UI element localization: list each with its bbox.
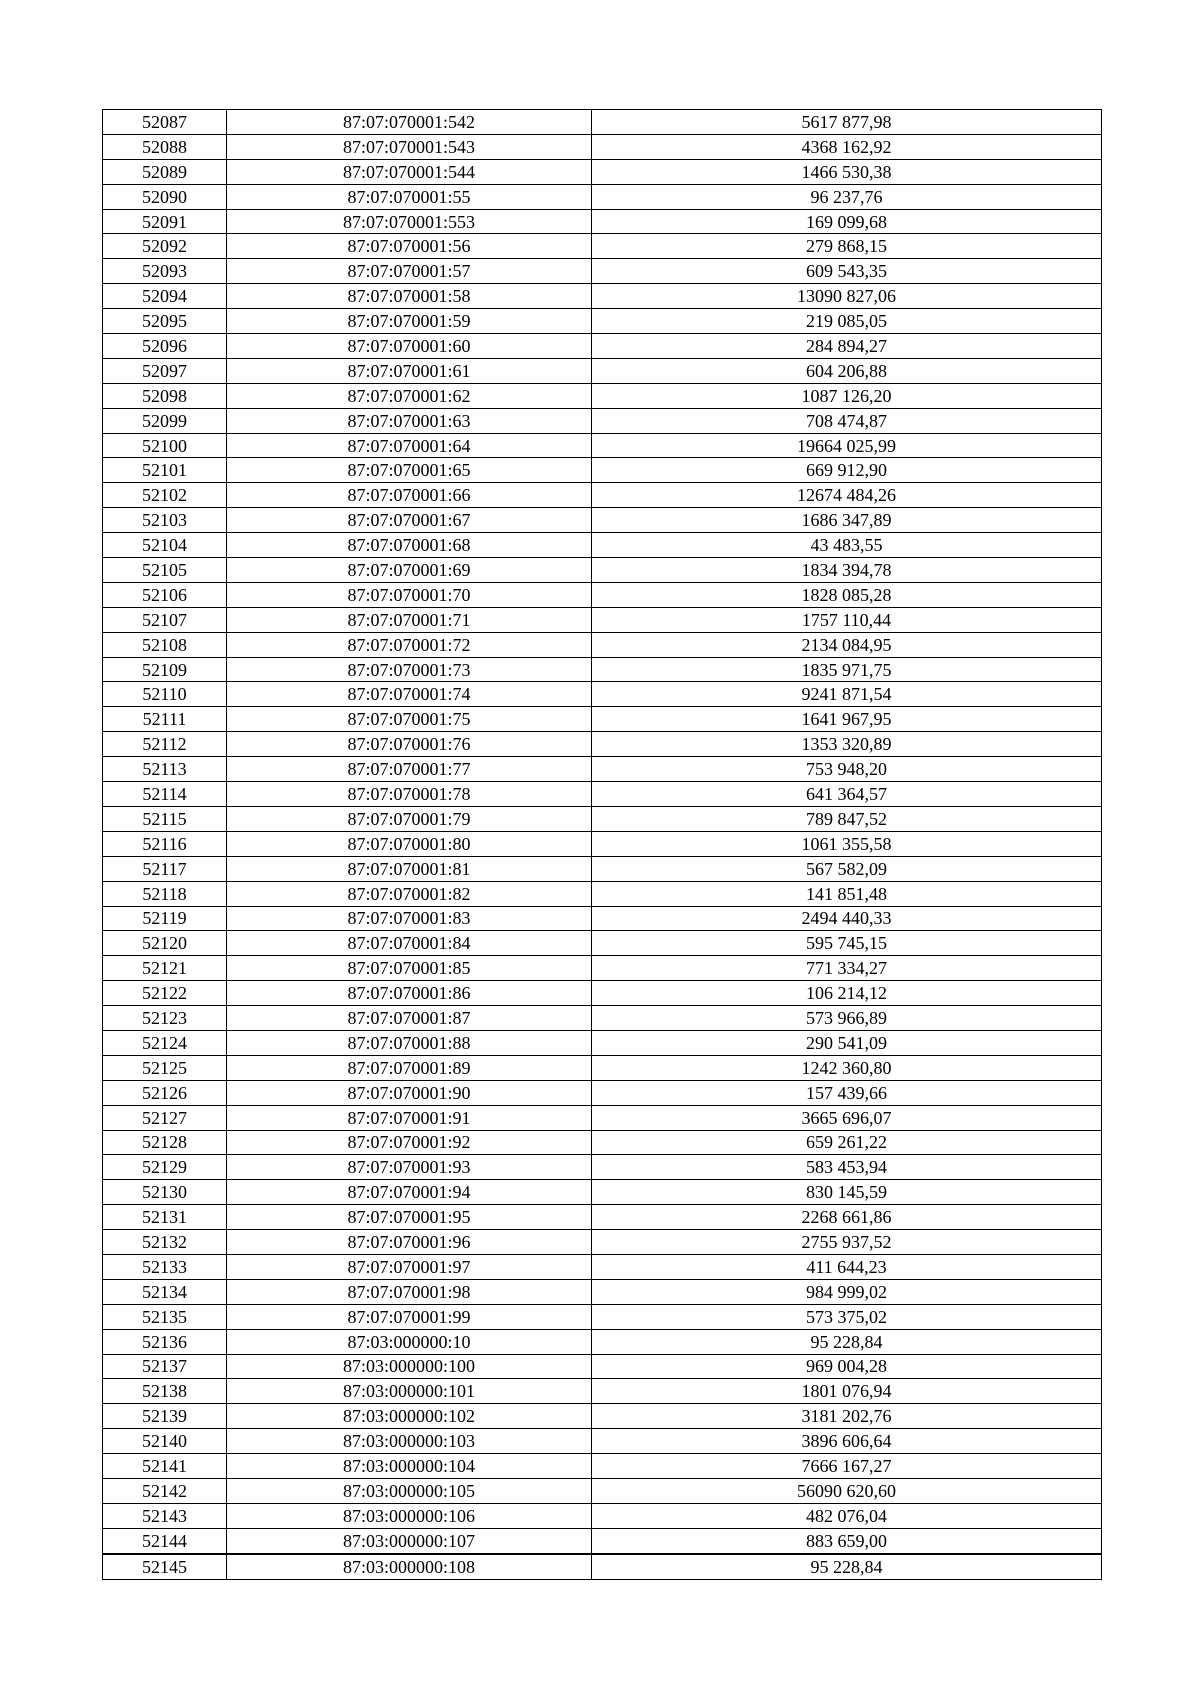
table-row xyxy=(103,682,1102,707)
row-number-cell: 52093 xyxy=(103,259,227,284)
cadastral-number-cell: 87:03:000000:103 xyxy=(227,1429,592,1454)
row-number-cell: 52122 xyxy=(103,981,227,1006)
table-row xyxy=(103,1354,1102,1379)
cadastral-value-cell: 771 334,27 xyxy=(592,956,1102,981)
cadastral-value-cell: 1835 971,75 xyxy=(592,657,1102,682)
table-row xyxy=(103,483,1102,508)
cadastral-number-cell: 87:07:070001:64 xyxy=(227,433,592,458)
row-number-cell: 52118 xyxy=(103,881,227,906)
table-row xyxy=(103,1254,1102,1279)
cadastral-value-cell: 604 206,88 xyxy=(592,358,1102,383)
cadastral-number-cell: 87:07:070001:87 xyxy=(227,1006,592,1031)
table-row xyxy=(103,309,1102,334)
row-number-cell: 52101 xyxy=(103,458,227,483)
table-row xyxy=(103,856,1102,881)
table-row xyxy=(103,209,1102,234)
table-row xyxy=(103,458,1102,483)
cadastral-value-cell: 95 228,84 xyxy=(592,1554,1102,1579)
cadastral-number-cell: 87:07:070001:88 xyxy=(227,1030,592,1055)
table-row xyxy=(103,1205,1102,1230)
table-row xyxy=(103,433,1102,458)
cadastral-number-cell: 87:07:070001:92 xyxy=(227,1130,592,1155)
cadastral-number-cell: 87:07:070001:59 xyxy=(227,309,592,334)
table-row xyxy=(103,707,1102,732)
cadastral-number-cell: 87:07:070001:95 xyxy=(227,1205,592,1230)
table-row xyxy=(103,259,1102,284)
cadastral-number-cell: 87:07:070001:543 xyxy=(227,134,592,159)
table-row xyxy=(103,1379,1102,1404)
row-number-cell: 52107 xyxy=(103,607,227,632)
cadastral-number-cell: 87:07:070001:57 xyxy=(227,259,592,284)
cadastral-value-cell: 13090 827,06 xyxy=(592,284,1102,309)
table-row xyxy=(103,1230,1102,1255)
row-number-cell: 52094 xyxy=(103,284,227,309)
cadastral-value-cell: 1686 347,89 xyxy=(592,508,1102,533)
row-number-cell: 52129 xyxy=(103,1155,227,1180)
cadastral-value-cell: 573 966,89 xyxy=(592,1006,1102,1031)
cadastral-number-cell: 87:07:070001:79 xyxy=(227,806,592,831)
cadastral-value-cell: 1353 320,89 xyxy=(592,732,1102,757)
row-number-cell: 52100 xyxy=(103,433,227,458)
cadastral-value-cell: 2494 440,33 xyxy=(592,906,1102,931)
row-number-cell: 52131 xyxy=(103,1205,227,1230)
table-row xyxy=(103,931,1102,956)
table-row xyxy=(103,159,1102,184)
row-number-cell: 52089 xyxy=(103,159,227,184)
cadastral-value-cell: 1801 076,94 xyxy=(592,1379,1102,1404)
cadastral-number-cell: 87:07:070001:544 xyxy=(227,159,592,184)
row-number-cell: 52095 xyxy=(103,309,227,334)
cadastral-value-cell: 1828 085,28 xyxy=(592,582,1102,607)
cadastral-value-cell: 669 912,90 xyxy=(592,458,1102,483)
row-number-cell: 52110 xyxy=(103,682,227,707)
cadastral-number-cell: 87:07:070001:99 xyxy=(227,1304,592,1329)
table-row xyxy=(103,1329,1102,1354)
table-row xyxy=(103,782,1102,807)
table-row xyxy=(103,582,1102,607)
row-number-cell: 52117 xyxy=(103,856,227,881)
table-row xyxy=(103,358,1102,383)
cadastral-value-cell: 9241 871,54 xyxy=(592,682,1102,707)
cadastral-number-cell: 87:07:070001:55 xyxy=(227,184,592,209)
cadastral-number-cell: 87:03:000000:106 xyxy=(227,1503,592,1528)
table-row xyxy=(103,110,1102,135)
cadastral-value-cell: 984 999,02 xyxy=(592,1279,1102,1304)
row-number-cell: 52114 xyxy=(103,782,227,807)
table-row xyxy=(103,1030,1102,1055)
cadastral-number-cell: 87:07:070001:94 xyxy=(227,1180,592,1205)
cadastral-number-cell: 87:07:070001:98 xyxy=(227,1279,592,1304)
table-row xyxy=(103,806,1102,831)
cadastral-value-cell: 290 541,09 xyxy=(592,1030,1102,1055)
cadastral-value-cell: 609 543,35 xyxy=(592,259,1102,284)
row-number-cell: 52134 xyxy=(103,1279,227,1304)
cadastral-value-cell: 12674 484,26 xyxy=(592,483,1102,508)
cadastral-number-cell: 87:07:070001:89 xyxy=(227,1055,592,1080)
row-number-cell: 52127 xyxy=(103,1105,227,1130)
cadastral-value-cell: 883 659,00 xyxy=(592,1528,1102,1553)
table-row xyxy=(103,383,1102,408)
table-row xyxy=(103,732,1102,757)
row-number-cell: 52088 xyxy=(103,134,227,159)
cadastral-number-cell: 87:07:070001:76 xyxy=(227,732,592,757)
cadastral-value-table xyxy=(102,109,1102,1580)
table-row xyxy=(103,558,1102,583)
cadastral-number-cell: 87:07:070001:60 xyxy=(227,334,592,359)
row-number-cell: 52124 xyxy=(103,1030,227,1055)
table-row xyxy=(103,831,1102,856)
table-row xyxy=(103,1528,1102,1553)
cadastral-number-cell: 87:07:070001:69 xyxy=(227,558,592,583)
cadastral-value-cell: 157 439,66 xyxy=(592,1080,1102,1105)
cadastral-number-cell: 87:07:070001:85 xyxy=(227,956,592,981)
cadastral-number-cell: 87:07:070001:80 xyxy=(227,831,592,856)
cadastral-value-cell: 789 847,52 xyxy=(592,806,1102,831)
cadastral-value-cell: 95 228,84 xyxy=(592,1329,1102,1354)
cadastral-value-cell: 641 364,57 xyxy=(592,782,1102,807)
row-number-cell: 52142 xyxy=(103,1478,227,1503)
cadastral-number-cell: 87:07:070001:61 xyxy=(227,358,592,383)
cadastral-value-cell: 56090 620,60 xyxy=(592,1478,1102,1503)
cadastral-number-cell: 87:07:070001:542 xyxy=(227,110,592,135)
cadastral-number-cell: 87:07:070001:86 xyxy=(227,981,592,1006)
table-row xyxy=(103,1180,1102,1205)
table-row xyxy=(103,757,1102,782)
cadastral-number-cell: 87:03:000000:10 xyxy=(227,1329,592,1354)
cadastral-number-cell: 87:07:070001:75 xyxy=(227,707,592,732)
row-number-cell: 52130 xyxy=(103,1180,227,1205)
cadastral-number-cell: 87:03:000000:100 xyxy=(227,1354,592,1379)
row-number-cell: 52104 xyxy=(103,533,227,558)
row-number-cell: 52143 xyxy=(103,1503,227,1528)
cadastral-value-cell: 411 644,23 xyxy=(592,1254,1102,1279)
row-number-cell: 52105 xyxy=(103,558,227,583)
cadastral-value-cell: 969 004,28 xyxy=(592,1354,1102,1379)
cadastral-value-cell: 19664 025,99 xyxy=(592,433,1102,458)
cadastral-value-cell: 141 851,48 xyxy=(592,881,1102,906)
cadastral-value-cell: 2268 661,86 xyxy=(592,1205,1102,1230)
table-row xyxy=(103,408,1102,433)
row-number-cell: 52144 xyxy=(103,1528,227,1553)
cadastral-value-cell: 482 076,04 xyxy=(592,1503,1102,1528)
row-number-cell: 52126 xyxy=(103,1080,227,1105)
table-row xyxy=(103,1105,1102,1130)
row-number-cell: 52090 xyxy=(103,184,227,209)
cadastral-value-cell: 2755 937,52 xyxy=(592,1230,1102,1255)
cadastral-value-cell: 1061 355,58 xyxy=(592,831,1102,856)
cadastral-number-cell: 87:07:070001:63 xyxy=(227,408,592,433)
cadastral-value-cell: 708 474,87 xyxy=(592,408,1102,433)
table-row xyxy=(103,1404,1102,1429)
table-row xyxy=(103,632,1102,657)
table-row xyxy=(103,234,1102,259)
table-row xyxy=(103,981,1102,1006)
row-number-cell: 52132 xyxy=(103,1230,227,1255)
cadastral-number-cell: 87:07:070001:71 xyxy=(227,607,592,632)
cadastral-value-cell: 573 375,02 xyxy=(592,1304,1102,1329)
table-row xyxy=(103,1130,1102,1155)
table-row xyxy=(103,508,1102,533)
cadastral-number-cell: 87:07:070001:74 xyxy=(227,682,592,707)
row-number-cell: 52106 xyxy=(103,582,227,607)
row-number-cell: 52119 xyxy=(103,906,227,931)
cadastral-number-cell: 87:07:070001:77 xyxy=(227,757,592,782)
table-row xyxy=(103,184,1102,209)
cadastral-number-cell: 87:07:070001:72 xyxy=(227,632,592,657)
cadastral-value-cell: 567 582,09 xyxy=(592,856,1102,881)
cadastral-value-cell: 595 745,15 xyxy=(592,931,1102,956)
cadastral-number-cell: 87:07:070001:66 xyxy=(227,483,592,508)
table-row xyxy=(103,1454,1102,1479)
cadastral-number-cell: 87:07:070001:56 xyxy=(227,234,592,259)
cadastral-number-cell: 87:07:070001:73 xyxy=(227,657,592,682)
row-number-cell: 52137 xyxy=(103,1354,227,1379)
row-number-cell: 52098 xyxy=(103,383,227,408)
table-row xyxy=(103,1155,1102,1180)
cadastral-number-cell: 87:07:070001:93 xyxy=(227,1155,592,1180)
cadastral-number-cell: 87:07:070001:78 xyxy=(227,782,592,807)
cadastral-value-cell: 4368 162,92 xyxy=(592,134,1102,159)
cadastral-value-cell: 1834 394,78 xyxy=(592,558,1102,583)
cadastral-value-cell: 5617 877,98 xyxy=(592,110,1102,135)
table-row xyxy=(103,134,1102,159)
cadastral-value-cell: 3665 696,07 xyxy=(592,1105,1102,1130)
row-number-cell: 52121 xyxy=(103,956,227,981)
cadastral-value-cell: 96 237,76 xyxy=(592,184,1102,209)
cadastral-number-cell: 87:03:000000:107 xyxy=(227,1528,592,1553)
cadastral-value-cell: 3896 606,64 xyxy=(592,1429,1102,1454)
cadastral-value-cell: 1466 530,38 xyxy=(592,159,1102,184)
cadastral-value-cell: 279 868,15 xyxy=(592,234,1102,259)
table-row xyxy=(103,657,1102,682)
cadastral-number-cell: 87:03:000000:102 xyxy=(227,1404,592,1429)
row-number-cell: 52123 xyxy=(103,1006,227,1031)
cadastral-value-cell: 219 085,05 xyxy=(592,309,1102,334)
cadastral-value-cell: 583 453,94 xyxy=(592,1155,1102,1180)
row-number-cell: 52145 xyxy=(103,1554,227,1579)
table-row xyxy=(103,1080,1102,1105)
row-number-cell: 52113 xyxy=(103,757,227,782)
cadastral-number-cell: 87:07:070001:83 xyxy=(227,906,592,931)
table-row xyxy=(103,906,1102,931)
cadastral-number-cell: 87:07:070001:96 xyxy=(227,1230,592,1255)
cadastral-value-cell: 2134 084,95 xyxy=(592,632,1102,657)
row-number-cell: 52091 xyxy=(103,209,227,234)
table-row xyxy=(103,1478,1102,1503)
table-row xyxy=(103,607,1102,632)
cadastral-value-cell: 830 145,59 xyxy=(592,1180,1102,1205)
row-number-cell: 52092 xyxy=(103,234,227,259)
row-number-cell: 52096 xyxy=(103,334,227,359)
row-number-cell: 52116 xyxy=(103,831,227,856)
row-number-cell: 52087 xyxy=(103,110,227,135)
row-number-cell: 52099 xyxy=(103,408,227,433)
cadastral-number-cell: 87:07:070001:84 xyxy=(227,931,592,956)
cadastral-number-cell: 87:07:070001:97 xyxy=(227,1254,592,1279)
cadastral-value-cell: 1087 126,20 xyxy=(592,383,1102,408)
table-row xyxy=(103,1554,1102,1579)
cadastral-value-cell: 43 483,55 xyxy=(592,533,1102,558)
table-row xyxy=(103,1429,1102,1454)
row-number-cell: 52128 xyxy=(103,1130,227,1155)
table-row xyxy=(103,1055,1102,1080)
table-body xyxy=(103,110,1102,1580)
row-number-cell: 52112 xyxy=(103,732,227,757)
cadastral-number-cell: 87:03:000000:104 xyxy=(227,1454,592,1479)
cadastral-value-cell: 169 099,68 xyxy=(592,209,1102,234)
cadastral-number-cell: 87:07:070001:90 xyxy=(227,1080,592,1105)
row-number-cell: 52102 xyxy=(103,483,227,508)
cadastral-value-cell: 284 894,27 xyxy=(592,334,1102,359)
cadastral-number-cell: 87:07:070001:70 xyxy=(227,582,592,607)
row-number-cell: 52120 xyxy=(103,931,227,956)
table-row xyxy=(103,1304,1102,1329)
cadastral-number-cell: 87:07:070001:553 xyxy=(227,209,592,234)
table-row xyxy=(103,956,1102,981)
table-row xyxy=(103,881,1102,906)
cadastral-number-cell: 87:07:070001:58 xyxy=(227,284,592,309)
cadastral-value-cell: 753 948,20 xyxy=(592,757,1102,782)
cadastral-value-cell: 106 214,12 xyxy=(592,981,1102,1006)
table-row xyxy=(103,1279,1102,1304)
cadastral-number-cell: 87:03:000000:101 xyxy=(227,1379,592,1404)
cadastral-value-cell: 7666 167,27 xyxy=(592,1454,1102,1479)
cadastral-number-cell: 87:07:070001:68 xyxy=(227,533,592,558)
table-row xyxy=(103,284,1102,309)
cadastral-number-cell: 87:07:070001:62 xyxy=(227,383,592,408)
cadastral-value-cell: 1757 110,44 xyxy=(592,607,1102,632)
row-number-cell: 52139 xyxy=(103,1404,227,1429)
table-row xyxy=(103,1006,1102,1031)
row-number-cell: 52140 xyxy=(103,1429,227,1454)
row-number-cell: 52111 xyxy=(103,707,227,732)
cadastral-value-cell: 659 261,22 xyxy=(592,1130,1102,1155)
cadastral-value-cell: 3181 202,76 xyxy=(592,1404,1102,1429)
cadastral-number-cell: 87:03:000000:108 xyxy=(227,1554,592,1579)
cadastral-number-cell: 87:07:070001:82 xyxy=(227,881,592,906)
cadastral-number-cell: 87:03:000000:105 xyxy=(227,1478,592,1503)
table-row xyxy=(103,533,1102,558)
row-number-cell: 52138 xyxy=(103,1379,227,1404)
cadastral-value-cell: 1641 967,95 xyxy=(592,707,1102,732)
row-number-cell: 52135 xyxy=(103,1304,227,1329)
row-number-cell: 52136 xyxy=(103,1329,227,1354)
table-row xyxy=(103,1503,1102,1528)
cadastral-number-cell: 87:07:070001:91 xyxy=(227,1105,592,1130)
cadastral-number-cell: 87:07:070001:81 xyxy=(227,856,592,881)
cadastral-value-cell: 1242 360,80 xyxy=(592,1055,1102,1080)
row-number-cell: 52103 xyxy=(103,508,227,533)
row-number-cell: 52115 xyxy=(103,806,227,831)
row-number-cell: 52097 xyxy=(103,358,227,383)
table-row xyxy=(103,334,1102,359)
row-number-cell: 52141 xyxy=(103,1454,227,1479)
row-number-cell: 52108 xyxy=(103,632,227,657)
row-number-cell: 52109 xyxy=(103,657,227,682)
row-number-cell: 52133 xyxy=(103,1254,227,1279)
cadastral-number-cell: 87:07:070001:65 xyxy=(227,458,592,483)
row-number-cell: 52125 xyxy=(103,1055,227,1080)
cadastral-number-cell: 87:07:070001:67 xyxy=(227,508,592,533)
